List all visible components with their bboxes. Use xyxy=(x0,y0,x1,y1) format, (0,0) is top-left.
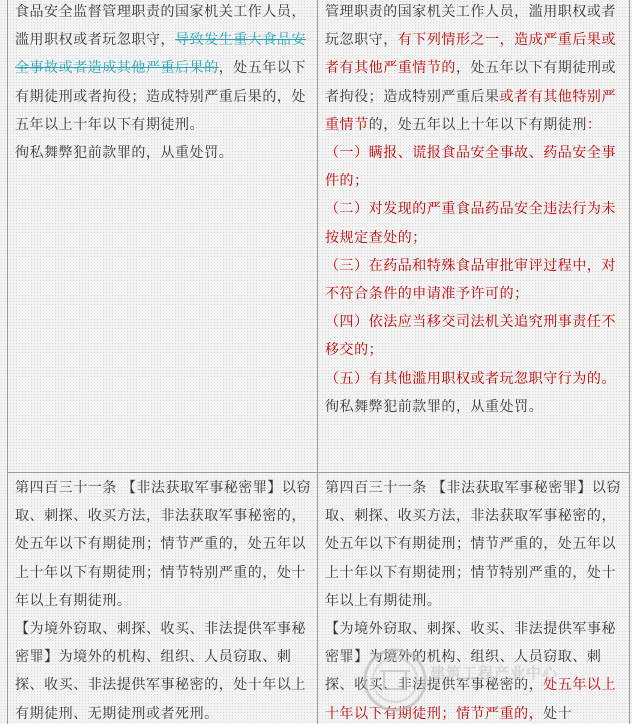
new-item-1: （一）瞒报、谎报食品安全事故、药品安全事件的； xyxy=(325,145,616,190)
table-border-right xyxy=(629,0,630,724)
new-item-3: （三）在药品和特殊食品审批审评过程中，对不符合条件的申请准予许可的； xyxy=(325,257,616,303)
old-text-cell-top xyxy=(8,0,317,472)
article-431-paragraph-new: 第四百三十一条 【非法获取军事秘密罪】以窃取、刺探、收买方法，非法获取军事秘密的，处五年以下有期徒刑；情节严重的，处五年以上十年以下有期徒刑；情节特别严重的，处十年以上有期徒刑。 xyxy=(325,480,621,609)
new-text-cell-bottom xyxy=(318,474,629,724)
added-text: 或者有其他特别严重情节 xyxy=(325,88,617,133)
new-article-paragraph-last: 徇私舞弊犯前款罪的，从重处罚。 xyxy=(325,398,544,415)
new-item-4: （四）依法应当移交司法机关追究刑事责任不移交的； xyxy=(325,314,616,359)
added-text: 有下列情形之一，造成严重后果或者有其他严重情节的 xyxy=(325,32,616,77)
new-item-5: （五）有其他滥用职权或者玩忽职守行为的。 xyxy=(325,370,616,387)
old-text-cell-bottom xyxy=(8,474,317,724)
watermark-text: 建筑工程产业中心 xyxy=(430,664,559,682)
new-article-paragraph: 管理职责的国家机关工作人员，滥用职权或者玩忽职守，有下列情形之一，造成严重后果或者有其他严重情节的，处五年以下有期徒刑或者拘役；造成特别严重后果或者有其他特别严重情节的，处五年以上十年以下有期徒刑： xyxy=(325,4,617,133)
new-item-2: （二）对发现的严重食品药品安全违法行为未按规定查处的； xyxy=(325,201,616,246)
old-article-paragraph: 食品安全监督管理职责的国家机关工作人员，滥用职权或者玩忽职守，导致发生重大食品安全事故或者造成其他严重后果的，处五年以下有期徒刑或者拘役；造成特别严重后果的，处五年以上十年以下有期徒刑。 xyxy=(15,4,307,133)
article-431-paragraph-old: 第四百三十一条 【非法获取军事秘密罪】以窃取、刺探、收买方法，非法获取军事秘密的，处五年以下有期徒刑；情节严重的，处五年以上十年以下有期徒刑；情节特别严重的，处十年以上有期徒刑。 xyxy=(15,480,311,609)
added-text: 处五年以上十年以下有期徒刑；情节严重的， xyxy=(325,677,616,722)
new-text-cell-top xyxy=(318,0,629,472)
old-article-paragraph-2: 徇私舞弊犯前款罪的，从重处罚。 xyxy=(15,145,234,162)
article-431-paragraph-2-new: 【为境外窃取、刺探、收买、非法提供军事秘密罪】为境外的机构、组织、人员窃取、刺探、收买、非法提供军事秘密的，处五年以上十年以下有期徒刑；情节严重的，处十 xyxy=(325,621,616,722)
deleted-text: 导致发生重大食品安全事故或者造成其他严重后果的 xyxy=(15,32,307,77)
table-row-divider xyxy=(7,472,630,473)
article-431-paragraph-2-old: 【为境外窃取、刺探、收买、非法提供军事秘密罪】为境外的机构、组织、人员窃取、刺探、收买、非法提供军事秘密的，处十年以上有期徒刑、无期徒刑或者死刑。 xyxy=(15,621,306,722)
